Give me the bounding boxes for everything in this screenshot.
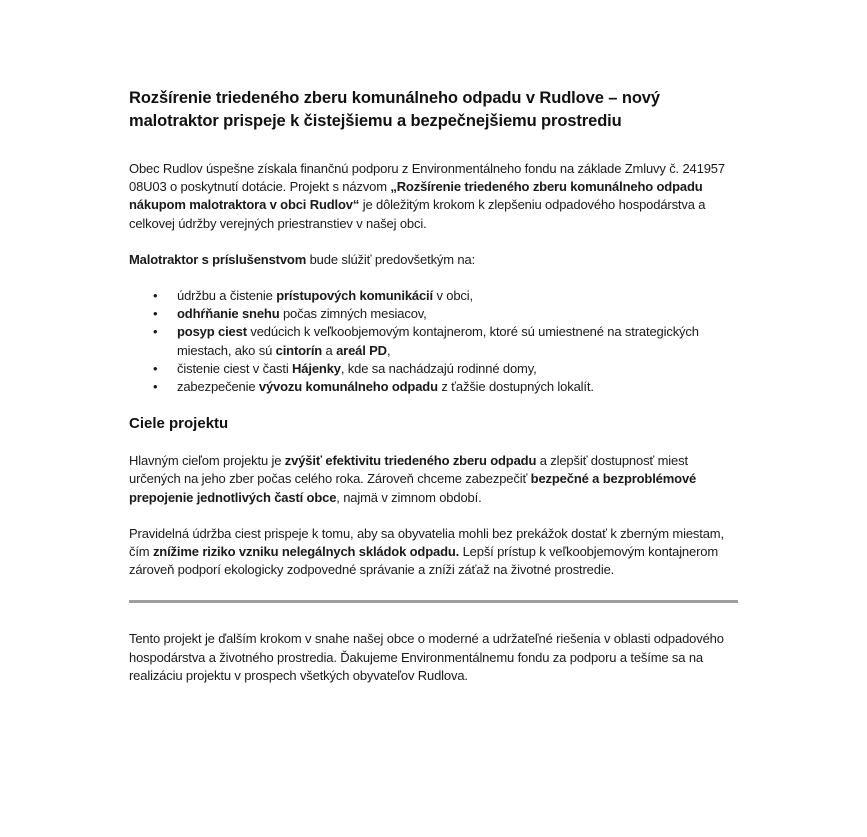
maintenance-paragraph [129,525,739,580]
list-item-text: vedúcich k veľkoobjemovým kontajnerom, ktoré sú umiestnené na strategických miestach, ako sú [177,324,699,358]
list-item [129,360,739,378]
goals-text-2: a zlepšiť dostupnosť miest určených na jeho zber počas celého roka. Zároveň chceme zabezpečiť [129,453,688,487]
list-item-text: , [386,342,391,358]
goals-text-1: Hlavným cieľom projektu je [129,453,285,469]
uses-lead-text: bude slúžiť predovšetkým na: [306,251,476,267]
maintenance-text-1: Pravidelná údržba ciest prispeje k tomu, aby sa obyvatelia mohli bez prekážok dostať k zberným miestam, čím [129,525,724,560]
list-item-bold: posyp ciest [177,324,247,340]
bullet-icon: • [153,306,158,322]
intro-paragraph [129,160,739,233]
tractor-label: Malotraktor s príslušenstvom [129,251,307,267]
list-item-text: zabezpečenie [177,379,259,395]
list-item-text: a [322,342,337,358]
article-title: Rozšírenie triedeného zberu komunálneho odpadu v Rudlove – nový malotraktor prispeje k čistejšiemu a bezpečnejšiemu prostrediu [129,89,660,130]
goals-text-3: , najmä v zimnom období. [336,489,482,505]
list-item [129,305,739,323]
bullet-icon: • [153,288,158,304]
uses-lead-paragraph [129,251,739,269]
goals-paragraph [129,452,739,507]
list-item [129,378,739,396]
document-page [129,87,739,685]
bullet-icon: • [153,379,158,395]
intro-text-2: je dôležitým krokom k zlepšeniu odpadového hospodárstva a celkovej údržby verejných priestranstiev v našej obci. [129,197,706,231]
bullet-icon: • [153,360,158,376]
list-item-bold: prístupových komunikácií [276,288,433,304]
goals-bold-2: bezpečné a bezproblémové prepojenie jednotlivých častí obce [129,471,697,505]
project-name: „Rozšírenie triedeného zberu komunálneho odpadu nákupom malotraktora v obci Rudlov“ [129,179,703,213]
closing-paragraph: Tento projekt je ďalším krokom v snahe našej obce o moderné a udržateľné riešenia v oblasti odpadového hospodárstva a životného prostredia. Ďakujeme Environmentálnemu fondu za podporu a tešíme sa na realizáciu projektu v prospech všetkých obyvateľov Rudlova. [129,631,724,683]
list-item [129,287,739,305]
list-item-bold: Hájenky [292,360,341,376]
bullet-icon: • [153,324,158,340]
list-item-bold: vývozu komunálneho odpadu [258,379,438,395]
horizontal-divider [129,600,738,603]
list-item-text: v obci, [432,288,473,304]
list-item-bold: odhŕňanie snehu [177,306,280,322]
intro-text-1: Obec Rudlov úspešne získala finančnú podporu z Environmentálneho fondu na základe Zmluvy č. 241957 08U03 o poskytnutí dotácie. Projekt s názvom [129,161,725,195]
uses-list [129,287,739,396]
list-item-bold: areál PD [336,342,387,358]
list-item-text: čistenie ciest v časti [177,360,293,376]
goals-bold-1: zvýšiť efektivitu triedeného zberu odpadu [284,453,537,469]
list-item-text: z ťažšie dostupných lokalít. [437,379,594,395]
goals-heading: Ciele projektu [129,415,229,433]
list-item-text: údržbu a čistenie [177,288,277,304]
list-item-bold: cintorín [275,342,323,358]
maintenance-bold: znížime riziko vzniku nelegálnych skládok odpadu. [152,544,460,560]
list-item-text: , kde sa nachádzajú rodinné domy, [340,360,537,376]
list-item [129,323,739,359]
list-item-text: počas zimných mesiacov, [279,306,427,322]
maintenance-text-2: Lepší prístup k veľkoobjemovým kontajnerom zároveň podporí ekologicky zodpovedné správanie a zníži záťaž na životné prostredie. [129,544,719,578]
